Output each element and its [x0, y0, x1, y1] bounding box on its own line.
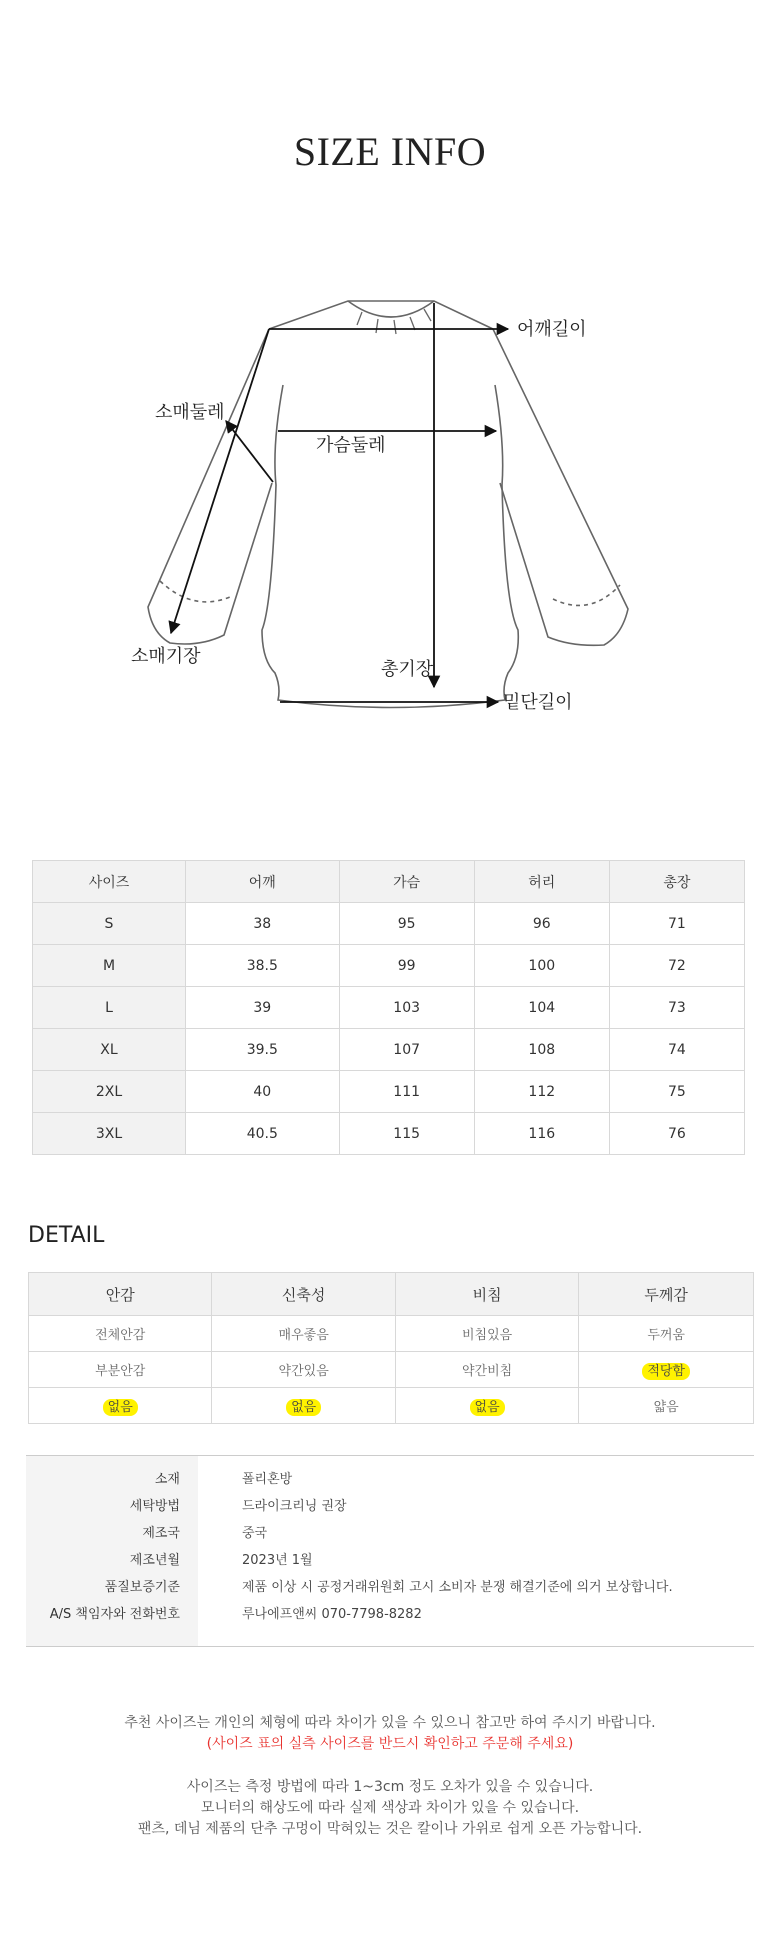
notice-line: 팬츠, 데님 제품의 단추 구멍이 막혀있는 것은 칼이나 가위로 쉽게 오픈 가능합니다. [137, 1821, 643, 1837]
size-label: XL [33, 1029, 186, 1071]
table-row [33, 903, 745, 945]
option-text: 약간있음 [278, 1364, 329, 1379]
info-value: 드라이크리닝 권장 [242, 1499, 347, 1514]
selected-option-text: 없음 [103, 1399, 138, 1416]
info-value: 루나에프앤씨 070-7798-8282 [242, 1607, 422, 1622]
table-cell: 104 [474, 987, 609, 1029]
table-cell: 72 [609, 945, 744, 987]
detail-option-selected [212, 1388, 395, 1424]
table-cell: 108 [474, 1029, 609, 1071]
garment-outline [148, 301, 628, 708]
table-row [33, 1071, 745, 1113]
table-cell: 74 [609, 1029, 744, 1071]
info-value: 제품 이상 시 공정거래위원회 고시 소비자 분쟁 해결기준에 의거 보상합니다. [242, 1580, 673, 1595]
detail-option [212, 1316, 395, 1352]
detail-header-cell: 신축성 [212, 1273, 395, 1316]
option-text: 비침있음 [461, 1328, 513, 1343]
size-header-cell: 어깨 [186, 861, 340, 903]
table-cell: 75 [609, 1071, 744, 1113]
table-cell: 71 [609, 903, 744, 945]
table-cell: 39 [186, 987, 340, 1029]
detail-option [212, 1352, 395, 1388]
size-label: L [33, 987, 186, 1029]
notice-line: 모니터의 해상도에 따라 실제 색상과 차이가 있을 수 있습니다. [200, 1800, 580, 1816]
table-cell: 40 [186, 1071, 340, 1113]
garment-diagram [0, 285, 780, 725]
table-cell: 111 [339, 1071, 474, 1113]
size-label: S [33, 903, 186, 945]
table-cell: 116 [474, 1113, 609, 1155]
table-row [29, 1388, 754, 1424]
info-value: 폴리혼방 [242, 1472, 293, 1487]
detail-option [579, 1316, 754, 1352]
measurement-arrows [171, 303, 508, 702]
detail-option [29, 1352, 212, 1388]
selected-option-text: 없음 [470, 1399, 505, 1416]
option-text: 약간비침 [461, 1364, 513, 1379]
table-cell: 99 [339, 945, 474, 987]
table-row [33, 987, 745, 1029]
info-value: 중국 [242, 1526, 268, 1541]
info-label: 세탁방법 [129, 1499, 180, 1514]
table-cell: 112 [474, 1071, 609, 1113]
info-row [26, 1603, 754, 1630]
size-label: M [33, 945, 186, 987]
size-label: 2XL [33, 1071, 186, 1113]
info-value: 2023년 1월 [242, 1553, 313, 1568]
notice-warning: (사이즈 표의 실측 사이즈를 반드시 확인하고 주문해 주세요) [206, 1736, 574, 1752]
size-table-header-row [33, 861, 745, 903]
sleeve-circ-arrow [226, 421, 273, 482]
option-text: 부분안감 [95, 1364, 146, 1379]
size-header-cell: 가슴 [339, 861, 474, 903]
sweater-illustration [0, 285, 780, 725]
detail-option-selected [579, 1352, 754, 1388]
table-cell: 107 [339, 1029, 474, 1071]
option-text: 얇음 [653, 1400, 679, 1415]
page-title: SIZE INFO [293, 129, 487, 174]
detail-section-title: DETAIL [28, 1223, 105, 1248]
size-label: 3XL [33, 1113, 186, 1155]
info-row [26, 1549, 754, 1576]
table-cell: 95 [339, 903, 474, 945]
label-sleeve-length: 소매기장 [131, 646, 201, 667]
detail-header-cell: 안감 [29, 1273, 212, 1316]
label-hem: 밑단길이 [503, 692, 573, 713]
table-cell: 96 [474, 903, 609, 945]
table-cell: 39.5 [186, 1029, 340, 1071]
label-chest: 가슴둘레 [316, 435, 386, 456]
info-label: 소재 [154, 1472, 180, 1487]
detail-option [395, 1316, 578, 1352]
table-cell: 40.5 [186, 1113, 340, 1155]
selected-option-text: 없음 [286, 1399, 321, 1416]
detail-header-cell: 비침 [395, 1273, 578, 1316]
size-header-cell: 허리 [474, 861, 609, 903]
detail-option [29, 1316, 212, 1352]
info-label: 제조국 [142, 1526, 180, 1541]
detail-option-selected [29, 1388, 212, 1424]
table-cell: 103 [339, 987, 474, 1029]
info-label: A/S 책임자와 전화번호 [49, 1607, 180, 1622]
info-label: 제조년월 [129, 1553, 180, 1568]
option-text: 전체안감 [95, 1328, 146, 1343]
table-cell: 73 [609, 987, 744, 1029]
table-cell: 76 [609, 1113, 744, 1155]
label-shoulder: 어깨길이 [517, 319, 587, 340]
table-cell: 115 [339, 1113, 474, 1155]
option-text: 두꺼움 [647, 1328, 685, 1343]
table-row [33, 945, 745, 987]
detail-option [395, 1352, 578, 1388]
notice-spacer [0, 1755, 780, 1777]
info-row [26, 1495, 754, 1522]
table-row [29, 1316, 754, 1352]
detail-table [28, 1272, 754, 1424]
selected-option-text: 적당함 [642, 1363, 690, 1380]
table-row [33, 1029, 745, 1071]
sleeve-length-arrow [171, 329, 269, 633]
table-cell: 38 [186, 903, 340, 945]
info-row [26, 1576, 754, 1603]
label-sleeve-circumference: 소매둘레 [155, 402, 225, 423]
detail-option-selected [395, 1388, 578, 1424]
size-table [32, 860, 745, 1155]
info-row [26, 1522, 754, 1549]
option-text: 매우좋음 [278, 1328, 329, 1343]
table-row [29, 1352, 754, 1388]
table-cell: 38.5 [186, 945, 340, 987]
table-row [33, 1113, 745, 1155]
label-total-length: 총기장 [381, 659, 434, 680]
detail-header-cell: 두께감 [579, 1273, 754, 1316]
size-header-cell: 사이즈 [33, 861, 186, 903]
table-cell: 100 [474, 945, 609, 987]
notice-line: 사이즈는 측정 방법에 따라 1~3cm 정도 오차가 있을 수 있습니다. [186, 1779, 594, 1795]
info-row [26, 1468, 754, 1495]
notice-line: 추천 사이즈는 개인의 체형에 따라 차이가 있을 수 있으니 참고만 하여 주시기 바랍니다. [124, 1715, 656, 1731]
detail-header-row [29, 1273, 754, 1316]
info-label: 품질보증기준 [104, 1580, 180, 1595]
detail-option [579, 1388, 754, 1424]
size-header-cell: 총장 [609, 861, 744, 903]
size-notice [0, 1713, 780, 1840]
product-info-table [26, 1455, 754, 1647]
